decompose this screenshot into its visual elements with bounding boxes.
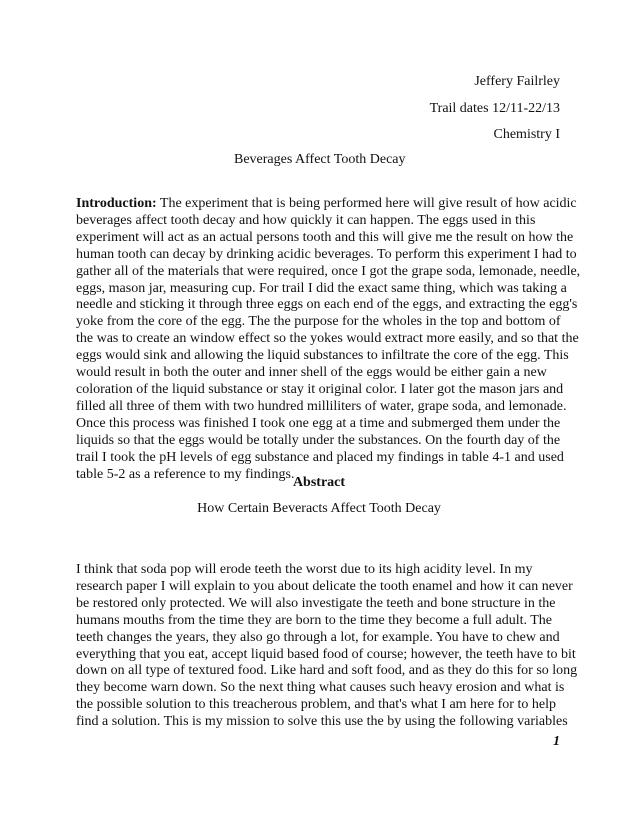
intro-line (76, 196, 577, 213)
intro-line: table 5-2 as a reference to my findings. (76, 466, 295, 482)
intro-line: filled all three of them with two hundred milliliters of water, grape soda, and lemonade. (76, 398, 567, 414)
abstract-line: research paper I will explain to you about delicate the tooth enamel and how it can never (76, 578, 573, 594)
intro-line: liquids so that the eggs would be totally under the substances. On the fourth day of the (76, 432, 561, 448)
intro-line: gather all of the materials that were required, once I got the grape soda, lemonade, needle, (76, 263, 581, 279)
intro-line: eggs would sink and allowing the liquid substances to infiltrate the core of the egg. This (76, 348, 569, 364)
intro-line: trail I took the pH levels of egg substance and placed my findings in table 4-1 and used (76, 449, 564, 465)
abstract-line: everything that you eat, accept liquid based food of course; however, the teeth have to bit (76, 646, 576, 662)
intro-line: eggs, mason jar, measuring cup. For trail I did the exact same thing, which was taking a (76, 280, 567, 296)
abstract-line: they become warn down. So the next thing what causes such heavy erosion and what is (76, 680, 565, 696)
document-title: Beverages Affect Tooth Decay (234, 152, 406, 167)
course-name: Chemistry I (493, 127, 560, 142)
author-name: Jeffery Failrley (474, 74, 560, 89)
abstract-line: be restored only protected. We will also investigate the teeth and bone structure in the (76, 595, 556, 611)
intro-line: would result in both the outer and inner shell of the eggs would be either gain a new (76, 365, 547, 381)
abstract-paragraph (76, 562, 578, 731)
abstract-line: the possible solution to this treacherous problem, and that's what I am here for to help (76, 697, 556, 713)
intro-line: experiment will act as an actual persons tooth and this will give me the result on how the (76, 229, 574, 245)
abstract-line: down on all type of textured food. Like hard and soft food, and as they do this for so long (76, 663, 578, 679)
intro-line: beverages affect tooth decay and how quickly it can happen. The eggs used in this (76, 212, 536, 228)
abstract-heading: Abstract (292, 475, 346, 490)
abstract-subtitle: How Certain Beveracts Affect Tooth Decay (197, 501, 441, 516)
intro-line: Once this process was finished I took one egg at a time and submerged them under the (76, 415, 561, 431)
intro-line: coloration of the liquid substance or stay it original color. I later got the mason jars and (76, 381, 564, 397)
trial-dates: Trail dates 12/11-22/13 (429, 101, 560, 116)
introduction-paragraph (76, 196, 581, 483)
abstract-line: I think that soda pop will erode teeth the worst due to its high acidity level. In my (76, 562, 533, 577)
page-number: 1 (553, 734, 560, 749)
intro-line-text: The experiment that is being performed here will give result of how acidic (156, 196, 577, 211)
abstract-line: teeth changes the years, they also go through a lot, for example. You have to chew and (76, 629, 560, 645)
intro-line: the was to create an window effect so the yokes would extract more easily, and so that the (76, 331, 579, 347)
intro-line: needle and sticking it through three eggs on each end of the eggs, and extracting the egg's (76, 297, 578, 313)
abstract-line: find a solution. This is my mission to solve this use the by using the following variables (76, 714, 568, 730)
abstract-line: humans mouths from the time they are born to the time they become a full adult. The (76, 612, 553, 628)
intro-line: human tooth can decay by drinking acidic beverages. To perform this experiment I had to (76, 246, 577, 262)
intro-line: yoke from the core of the egg. The the purpose for the wholes in the top and bottom of (76, 314, 561, 330)
introduction-heading: Introduction: (76, 196, 157, 211)
